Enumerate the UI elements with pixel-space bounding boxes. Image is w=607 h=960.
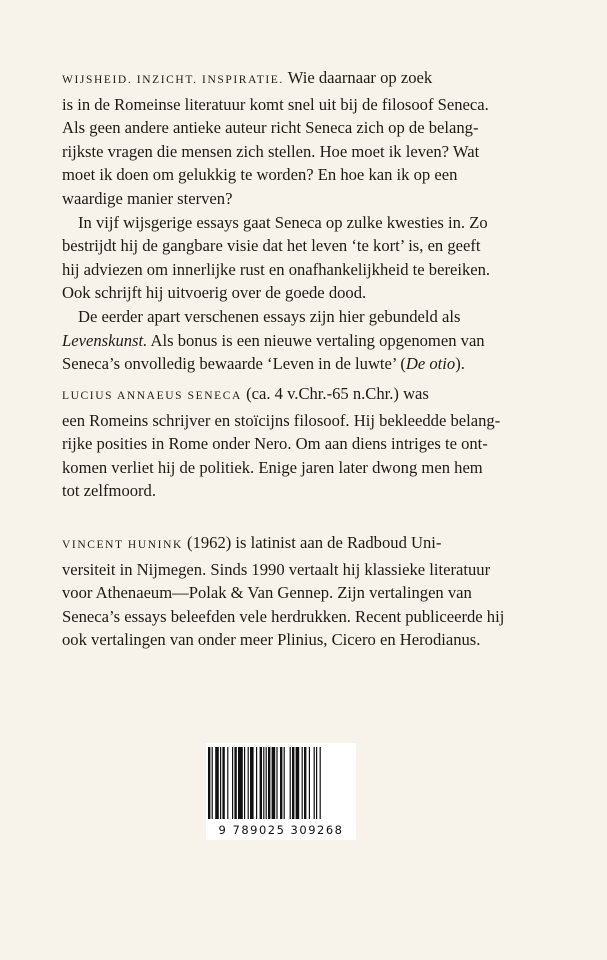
bio-line: ook vertalingen van onder meer Plinius, Cicero en Herodianus. [62, 630, 481, 650]
barcode-bar [208, 747, 210, 819]
bio-line: rijke posities in Rome onder Nero. Om aan diens intriges te ont- [62, 434, 488, 454]
barcode-bar [290, 747, 291, 819]
book-title: Levenskunst. [62, 330, 148, 350]
barcode-bar [263, 747, 264, 819]
bio-line: voor Athenaeum—Polak & Van Gennep. Zijn vertalingen van [62, 583, 472, 603]
blurb-line: is in de Romeinse literatuur komt snel uit bij de filosoof Seneca. [62, 94, 489, 114]
barcode-bar [304, 747, 306, 819]
barcode-bar [244, 747, 245, 819]
blurb-lead: WIJSHEID. INZICHT. INSPIRATIE. [62, 74, 284, 86]
translator-name: VINCENT HUNINK [62, 539, 183, 551]
barcode-bar [320, 747, 321, 819]
bio-line: een Romeins schrijver en stoïcijns filosoof. Hij bekleedde belang- [62, 410, 501, 430]
blurb-line: waardige manier sterven? [62, 188, 233, 208]
barcode-bar [250, 747, 254, 819]
barcode-bar [309, 747, 310, 819]
author-bio [62, 382, 552, 503]
barcode-bar [272, 747, 276, 819]
blurb-line: De eerder apart verschenen essays zijn hier gebundeld als [78, 306, 461, 326]
barcode-bar [215, 747, 219, 819]
barcode-bar [238, 747, 243, 819]
barcode-bar [256, 747, 257, 819]
barcode-bar [260, 747, 262, 819]
bio-line: VINCENT HUNINK (1962) is latinist aan de Radboud Uni- [62, 533, 442, 552]
barcode-bar [248, 747, 249, 819]
bio-line: komen verliet hij de politiek. Enige jaren later dwong men hem [62, 457, 483, 477]
barcode-bar [284, 747, 285, 819]
barcode-bar [276, 747, 277, 819]
barcode-bar [296, 747, 300, 819]
blurb-line: Als geen andere antieke auteur richt Seneca zich op de belang- [62, 118, 479, 138]
bio-line: versiteit in Nijmegen. Sinds 1990 vertaalt hij klassieke literatuur [62, 559, 491, 579]
blurb-line: WIJSHEID. INZICHT. INSPIRATIE. Wie daarnaar op zoek [62, 68, 433, 87]
barcode-bar [222, 747, 224, 819]
barcode-bar [302, 747, 303, 819]
blurb-section [62, 66, 552, 376]
barcode-bar [316, 747, 317, 819]
bio-line: tot zelfmoord. [62, 481, 157, 501]
blurb-line: rijkste vragen die mensen zich stellen. Hoe moet ik leven? Wat [62, 141, 480, 161]
bio-line: Seneca’s essays beleefden vele herdrukken. Recent publiceerde hij [62, 606, 505, 626]
translator-bio [62, 531, 552, 652]
barcode-bar [234, 747, 236, 819]
barcode-bar [268, 747, 270, 819]
blurb-line: bestrijdt hij de gangbare visie dat het leven ‘te kort’ is, en geeft [62, 236, 481, 256]
work-title: De otio [405, 354, 456, 374]
blurb-line: moet ik doen om gelukkig te worden? En hoe kan ik op een [62, 165, 458, 185]
blurb-line: hij adviezen om innerlijke rust en onafhankelijkheid te bereiken. [62, 259, 491, 279]
barcode-bar [212, 747, 213, 819]
author-name: LUCIUS ANNAEUS SENECA [62, 390, 242, 402]
bio-line: LUCIUS ANNAEUS SENECA (ca. 4 v.Chr.-65 n.Chr.) was [62, 384, 429, 403]
barcode-bar [280, 747, 282, 819]
blurb-line: Ook schrijft hij uitvoerig over de goede dood. [62, 283, 367, 303]
barcode-bar [314, 747, 315, 819]
blurb-line: In vijf wijsgerige essays gaat Seneca op zulke kwesties in. Zo [78, 212, 488, 232]
barcode-bar [227, 747, 228, 819]
barcode-bar [266, 747, 267, 819]
barcode-bar [220, 747, 221, 819]
blurb-line: Levenskunst. Als bonus is een nieuwe vertaling opgenomen van [62, 330, 485, 350]
barcode-bar [292, 747, 294, 819]
barcode [206, 743, 356, 840]
blurb-line: Seneca’s onvolledig bewaarde ‘Leven in de luwte’ (De otio). [62, 354, 465, 374]
barcode-bar [232, 747, 233, 819]
isbn-number: 9 789025 309268 [218, 823, 344, 837]
